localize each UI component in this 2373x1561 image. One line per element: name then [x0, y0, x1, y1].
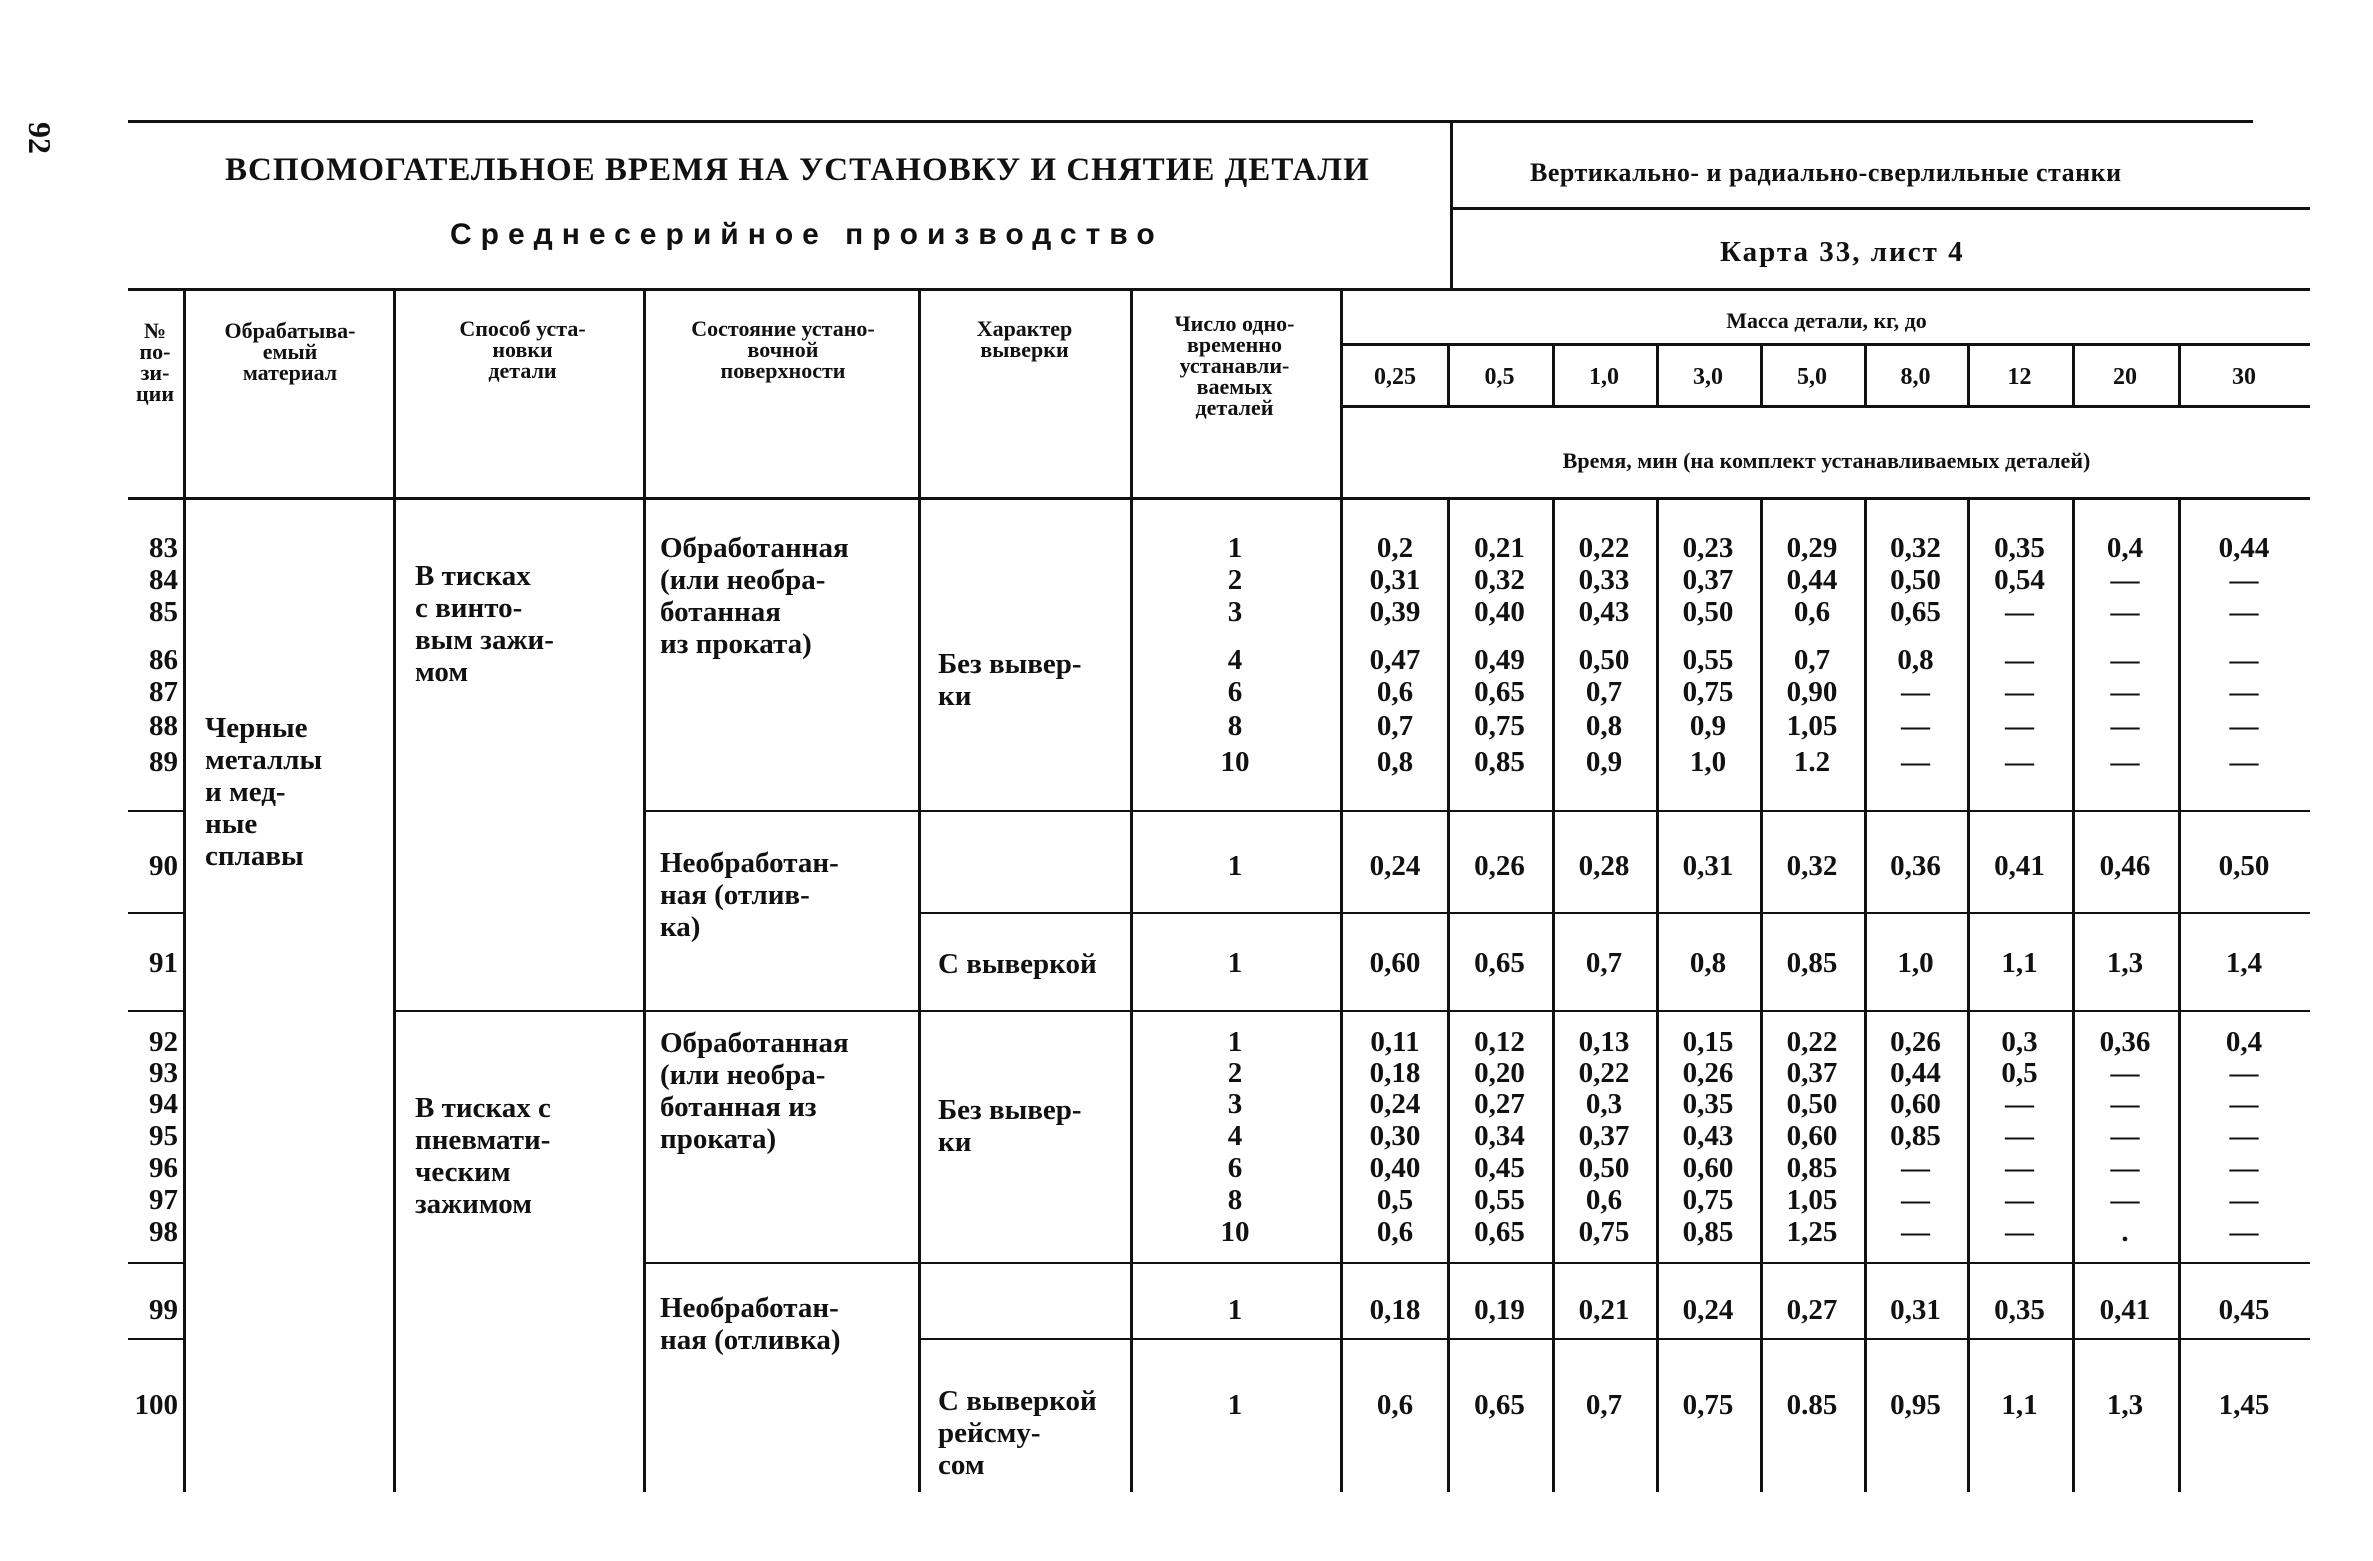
time-value: 0,60: [1890, 1088, 1941, 1120]
time-value: 1,0: [1689, 746, 1727, 778]
time-value: 0,2: [1376, 532, 1414, 564]
time-value: 0,65: [1890, 596, 1941, 628]
time-value: 0,6: [1793, 596, 1831, 628]
part-count: 6: [1227, 1152, 1243, 1184]
time-value: 0,21: [1578, 1294, 1630, 1326]
time-value: 0,11: [1370, 1026, 1420, 1058]
time-value: 0,8: [1585, 710, 1623, 742]
time-value: —: [1901, 710, 1930, 742]
time-value: —: [2005, 710, 2034, 742]
table-top-rule: [128, 288, 2310, 291]
time-value: 0,60: [1786, 1120, 1838, 1152]
time-value: 0,26: [1474, 850, 1525, 882]
time-value: 0,22: [1578, 532, 1630, 564]
row-separator: [128, 1338, 183, 1340]
mass-column-line: [1447, 343, 1450, 405]
time-value: 0,40: [1369, 1152, 1421, 1184]
row-separator: [643, 1262, 2310, 1264]
position-number: 94: [149, 1088, 178, 1120]
time-value: 0,36: [1890, 850, 1941, 882]
position-number: 85: [149, 596, 178, 628]
header-surface: Состояние устано- вочной поверхности: [691, 316, 875, 383]
time-value: 0,4: [2106, 532, 2144, 564]
position-number: 83: [149, 532, 178, 564]
time-value: 0,24: [1682, 1294, 1734, 1326]
part-count: 1: [1227, 850, 1243, 882]
time-value: 0,50: [1786, 1088, 1838, 1120]
time-value: 0,31: [1369, 564, 1421, 596]
time-value: 0,44: [2218, 532, 2270, 564]
mass-column-line: [2178, 343, 2181, 405]
part-count: 1: [1227, 1026, 1243, 1058]
header-alignment: Характер выверки: [976, 316, 1073, 362]
title-divider: [1450, 120, 1453, 290]
time-value: 1,1: [2001, 1389, 2038, 1421]
time-value: 1,05: [1786, 710, 1838, 742]
time-value: 0,60: [1369, 947, 1421, 979]
mass-value-header: 1,0: [1589, 364, 1619, 390]
column-line: [643, 288, 646, 1492]
position-number: 96: [149, 1152, 178, 1184]
time-value: —: [2229, 1088, 2259, 1120]
alignment-cell-2: С выверкой: [938, 948, 1097, 980]
time-value: 0,18: [1369, 1294, 1421, 1326]
part-count: 8: [1227, 1184, 1243, 1216]
time-value: 0,65: [1474, 1216, 1525, 1248]
time-value: 0,13: [1578, 1026, 1630, 1058]
time-value: —: [2110, 746, 2140, 778]
time-value: 0,65: [1474, 947, 1525, 979]
time-value: 0,44: [1890, 1057, 1941, 1089]
surface-cell-4: Необработан- ная (отливка): [660, 1292, 841, 1356]
mass-column-line: [1760, 343, 1763, 405]
time-value: —: [2005, 1184, 2034, 1216]
position-number: 95: [149, 1120, 178, 1152]
time-value: 0,6: [1376, 1389, 1414, 1421]
time-value: —: [1901, 746, 1930, 778]
time-value: —: [2229, 596, 2259, 628]
time-value: 0,75: [1682, 676, 1734, 708]
row-separator: [128, 912, 183, 914]
time-value: 1,25: [1786, 1216, 1838, 1248]
time-value: 0,27: [1786, 1294, 1838, 1326]
page-number: 92: [22, 122, 58, 154]
part-count: 6: [1227, 676, 1243, 708]
row-separator: [128, 1010, 183, 1012]
part-count: 2: [1227, 1057, 1243, 1089]
time-value: —: [2110, 596, 2140, 628]
time-value: 0,5: [2001, 1057, 2038, 1089]
row-separator: [393, 1010, 2310, 1012]
time-value: 0,32: [1786, 850, 1838, 882]
part-count: 1: [1227, 1294, 1243, 1326]
time-value: 0,75: [1682, 1184, 1734, 1216]
mass-column-line: [2072, 343, 2075, 405]
part-count: 1: [1227, 1389, 1243, 1421]
time-value: 1,45: [2218, 1389, 2270, 1421]
time-value: 0.85: [1786, 1389, 1838, 1421]
time-value: 0,9: [1585, 746, 1623, 778]
time-value: 0,3: [2001, 1026, 2038, 1058]
time-value: 0,6: [1376, 1216, 1414, 1248]
time-value: 0,32: [1890, 532, 1941, 564]
time-value: 0,6: [1376, 676, 1414, 708]
time-value: 0,55: [1682, 644, 1734, 676]
time-value: 0,50: [2218, 850, 2270, 882]
surface-cell-1: Обработанная (или необра- ботанная из проката): [660, 532, 849, 660]
time-value: 1,3: [2106, 947, 2144, 979]
header-count: Число одно- временно устанавли- ваемых деталей: [1174, 311, 1295, 420]
part-count: 1: [1227, 947, 1243, 979]
mass-rule: [1343, 343, 2310, 346]
machine-rule: [1450, 207, 2310, 210]
time-value: 1,1: [2001, 947, 2038, 979]
time-value: —: [2229, 1184, 2259, 1216]
position-number: 88: [149, 710, 178, 742]
time-value: 0,50: [1890, 564, 1941, 596]
time-value: 0,35: [1994, 1294, 2045, 1326]
card-number: Карта 33, лист 4: [1720, 236, 1965, 268]
position-number: 87: [149, 676, 178, 708]
time-value: 0,95: [1890, 1389, 1941, 1421]
mass-value-header: 5,0: [1797, 364, 1827, 390]
time-value: .: [2121, 1216, 2129, 1248]
time-value: 0,47: [1369, 644, 1421, 676]
row-separator: [918, 1338, 2310, 1340]
time-value: —: [2005, 746, 2034, 778]
time-value: —: [2229, 1057, 2259, 1089]
time-value: —: [2110, 676, 2140, 708]
time-value: 0,3: [1585, 1088, 1623, 1120]
part-count: 10: [1220, 746, 1250, 778]
time-value: —: [2005, 1088, 2034, 1120]
mass-value-header: 20: [2113, 364, 2137, 390]
position-number: 91: [149, 947, 178, 979]
time-value: 0,85: [1786, 1152, 1838, 1184]
time-value: 0,19: [1474, 1294, 1525, 1326]
time-value: 1,0: [1897, 947, 1934, 979]
time-value: 0,27: [1474, 1088, 1525, 1120]
mass-column-line: [1864, 343, 1867, 405]
time-value: 0,26: [1682, 1057, 1734, 1089]
time-value: —: [1901, 676, 1930, 708]
time-value: 0,45: [2218, 1294, 2270, 1326]
top-rule: [128, 120, 2253, 123]
mass-column-line: [1967, 343, 1970, 405]
material-cell: Черные металлы и мед- ные сплавы: [205, 712, 323, 872]
alignment-cell-1: Без вывер- ки: [938, 648, 1082, 712]
time-value: 0,41: [2099, 1294, 2151, 1326]
time-value: 0,40: [1474, 596, 1525, 628]
time-value: 0,85: [1786, 947, 1838, 979]
time-value: 0,50: [1578, 644, 1630, 676]
time-value: 0,75: [1682, 1389, 1734, 1421]
time-value: 1,05: [1786, 1184, 1838, 1216]
header-bottom-rule: [128, 497, 2310, 500]
position-number: 90: [149, 850, 178, 882]
header-mass: Масса детали, кг, до: [1726, 308, 1927, 333]
time-value: 0,37: [1578, 1120, 1630, 1152]
part-count: 10: [1220, 1216, 1250, 1248]
time-value: 0,7: [1585, 947, 1623, 979]
time-value: 0,7: [1585, 1389, 1623, 1421]
position-number: 97: [149, 1184, 178, 1216]
time-value: —: [2005, 676, 2034, 708]
mass-value-header: 12: [2007, 364, 2032, 390]
part-count: 4: [1227, 1120, 1243, 1152]
time-value: 0,4: [2225, 1026, 2263, 1058]
time-value: 0,50: [1682, 596, 1734, 628]
mass-value-header: 0,5: [1484, 364, 1515, 390]
time-value: 0,44: [1786, 564, 1838, 596]
time-value: 0,85: [1474, 746, 1525, 778]
time-value: —: [1901, 1184, 1930, 1216]
part-count: 8: [1227, 710, 1243, 742]
time-value: 0,29: [1786, 532, 1838, 564]
header-time: Время, мин (на комплект устанавливаемых деталей): [1562, 448, 2091, 473]
time-value: 0,5: [1376, 1184, 1414, 1216]
time-value: 0,28: [1578, 850, 1630, 882]
time-value: —: [2229, 1216, 2259, 1248]
header-material: Обрабатыва- емый материал: [224, 318, 356, 385]
surface-cell-3: Обработанная (или необра- ботанная из проката): [660, 1027, 849, 1155]
mass-column-line: [1552, 343, 1555, 405]
part-count: 2: [1227, 564, 1243, 596]
time-value: 0,49: [1474, 644, 1525, 676]
time-value: —: [2110, 644, 2140, 676]
time-value: —: [2229, 676, 2259, 708]
position-number: 84: [149, 564, 178, 596]
time-value: 0,55: [1474, 1184, 1525, 1216]
row-separator: [643, 810, 2310, 812]
time-value: 0,35: [1682, 1088, 1734, 1120]
time-value: 1.2: [1793, 746, 1831, 778]
time-value: 0,37: [1786, 1057, 1838, 1089]
time-value: 0,39: [1369, 596, 1421, 628]
time-value: 0,50: [1578, 1152, 1630, 1184]
time-value: 1,4: [2225, 947, 2263, 979]
position-number: 98: [149, 1216, 178, 1248]
time-value: 0,65: [1474, 1389, 1525, 1421]
time-value: 0,7: [1376, 710, 1414, 742]
time-value: —: [2229, 1152, 2259, 1184]
row-separator: [128, 810, 183, 812]
time-value: 0,31: [1682, 850, 1734, 882]
position-number: 86: [149, 644, 178, 676]
time-value: 0,46: [2099, 850, 2151, 882]
time-value: —: [2229, 644, 2259, 676]
time-value: 0,24: [1369, 1088, 1421, 1120]
time-value: 0,8: [1376, 746, 1414, 778]
page-title: ВСПОМОГАТЕЛЬНОЕ ВРЕМЯ НА УСТАНОВКУ И СНЯТИЕ ДЕТАЛИ: [225, 152, 1370, 188]
time-value: 0,6: [1585, 1184, 1623, 1216]
time-value: 0,20: [1474, 1057, 1525, 1089]
time-value: —: [2110, 1057, 2140, 1089]
time-value: 0,54: [1994, 564, 2045, 596]
time-value: 0,43: [1578, 596, 1630, 628]
position-number: 99: [149, 1294, 178, 1326]
method-cell-1: В тисках с винто- вым зажи- мом: [415, 560, 554, 688]
alignment-cell-4: С выверкой рейсму- сом: [938, 1385, 1097, 1481]
time-value: 0,33: [1578, 564, 1630, 596]
time-value: 0,43: [1682, 1120, 1734, 1152]
time-value: 0,36: [2099, 1026, 2151, 1058]
position-number: 93: [149, 1057, 178, 1089]
time-value: 0,22: [1786, 1026, 1838, 1058]
time-value: —: [2005, 1216, 2034, 1248]
time-value: 0,8: [1689, 947, 1727, 979]
column-line: [393, 288, 396, 1492]
mass-values-rule: [1343, 405, 2310, 408]
time-value: —: [2229, 746, 2259, 778]
time-value: 0,90: [1786, 676, 1838, 708]
time-value: 0,85: [1890, 1120, 1941, 1152]
time-value: —: [2110, 1152, 2140, 1184]
time-value: 0,41: [1994, 850, 2045, 882]
column-line: [1130, 288, 1133, 1492]
part-count: 3: [1227, 1088, 1243, 1120]
time-value: 0,37: [1682, 564, 1734, 596]
time-value: 0,85: [1682, 1216, 1734, 1248]
position-number: 100: [134, 1389, 178, 1421]
time-value: 0,22: [1578, 1057, 1630, 1089]
time-value: —: [2110, 1120, 2140, 1152]
time-value: 0,45: [1474, 1152, 1525, 1184]
method-cell-2: В тисках с пневмати- ческим зажимом: [415, 1092, 551, 1220]
mass-value-header: 3,0: [1693, 364, 1723, 390]
time-value: 1,3: [2106, 1389, 2144, 1421]
header-position: № по- зи- ции: [135, 318, 175, 406]
time-value: —: [1901, 1152, 1930, 1184]
alignment-cell-3: Без вывер- ки: [938, 1094, 1082, 1158]
part-count: 1: [1227, 532, 1243, 564]
page-subtitle: Среднесерийное производство: [450, 218, 1164, 251]
part-count: 4: [1227, 644, 1243, 676]
time-value: 0,75: [1474, 710, 1525, 742]
time-value: 0,75: [1578, 1216, 1630, 1248]
mass-value-header: 8,0: [1900, 364, 1931, 390]
time-value: 0,15: [1682, 1026, 1734, 1058]
time-value: 0,7: [1585, 676, 1623, 708]
mass-value-header: 30: [2232, 364, 2256, 390]
time-value: —: [2005, 596, 2034, 628]
position-number: 92: [149, 1026, 178, 1058]
time-value: —: [2005, 1152, 2034, 1184]
part-count: 3: [1227, 596, 1243, 628]
time-value: 0,65: [1474, 676, 1525, 708]
mass-column-line: [1656, 343, 1659, 405]
column-line: [183, 288, 186, 1492]
machine-type: Вертикально- и радиально-сверлильные станки: [1530, 158, 2122, 187]
time-value: 0,34: [1474, 1120, 1525, 1152]
time-value: 0,24: [1369, 850, 1421, 882]
time-value: —: [2229, 710, 2259, 742]
time-value: 0,21: [1474, 532, 1525, 564]
time-value: 0,30: [1369, 1120, 1421, 1152]
row-separator: [918, 912, 2310, 914]
header-method: Способ уста- новки детали: [459, 316, 586, 383]
surface-cell-2: Необработан- ная (отлив- ка): [660, 847, 839, 943]
time-value: —: [2110, 710, 2140, 742]
time-value: 0,12: [1474, 1026, 1525, 1058]
time-value: 0,26: [1890, 1026, 1941, 1058]
time-value: 0,60: [1682, 1152, 1734, 1184]
time-value: 0,7: [1793, 644, 1831, 676]
time-value: 0,35: [1994, 532, 2045, 564]
position-number: 89: [149, 746, 178, 778]
time-value: 0,31: [1890, 1294, 1941, 1326]
time-value: —: [1901, 1216, 1930, 1248]
time-value: 0,18: [1369, 1057, 1421, 1089]
mass-value-header: 0,25: [1374, 364, 1416, 390]
time-value: —: [2110, 1184, 2140, 1216]
time-value: —: [2229, 564, 2259, 596]
time-value: 0,32: [1474, 564, 1525, 596]
time-value: —: [2005, 644, 2034, 676]
row-separator: [128, 1262, 183, 1264]
time-value: 0,23: [1682, 532, 1734, 564]
time-value: 0,8: [1897, 644, 1934, 676]
time-value: —: [2005, 1120, 2034, 1152]
time-value: —: [2110, 1088, 2140, 1120]
time-value: —: [2110, 564, 2140, 596]
time-value: —: [2229, 1120, 2259, 1152]
time-value: 0,9: [1689, 710, 1727, 742]
